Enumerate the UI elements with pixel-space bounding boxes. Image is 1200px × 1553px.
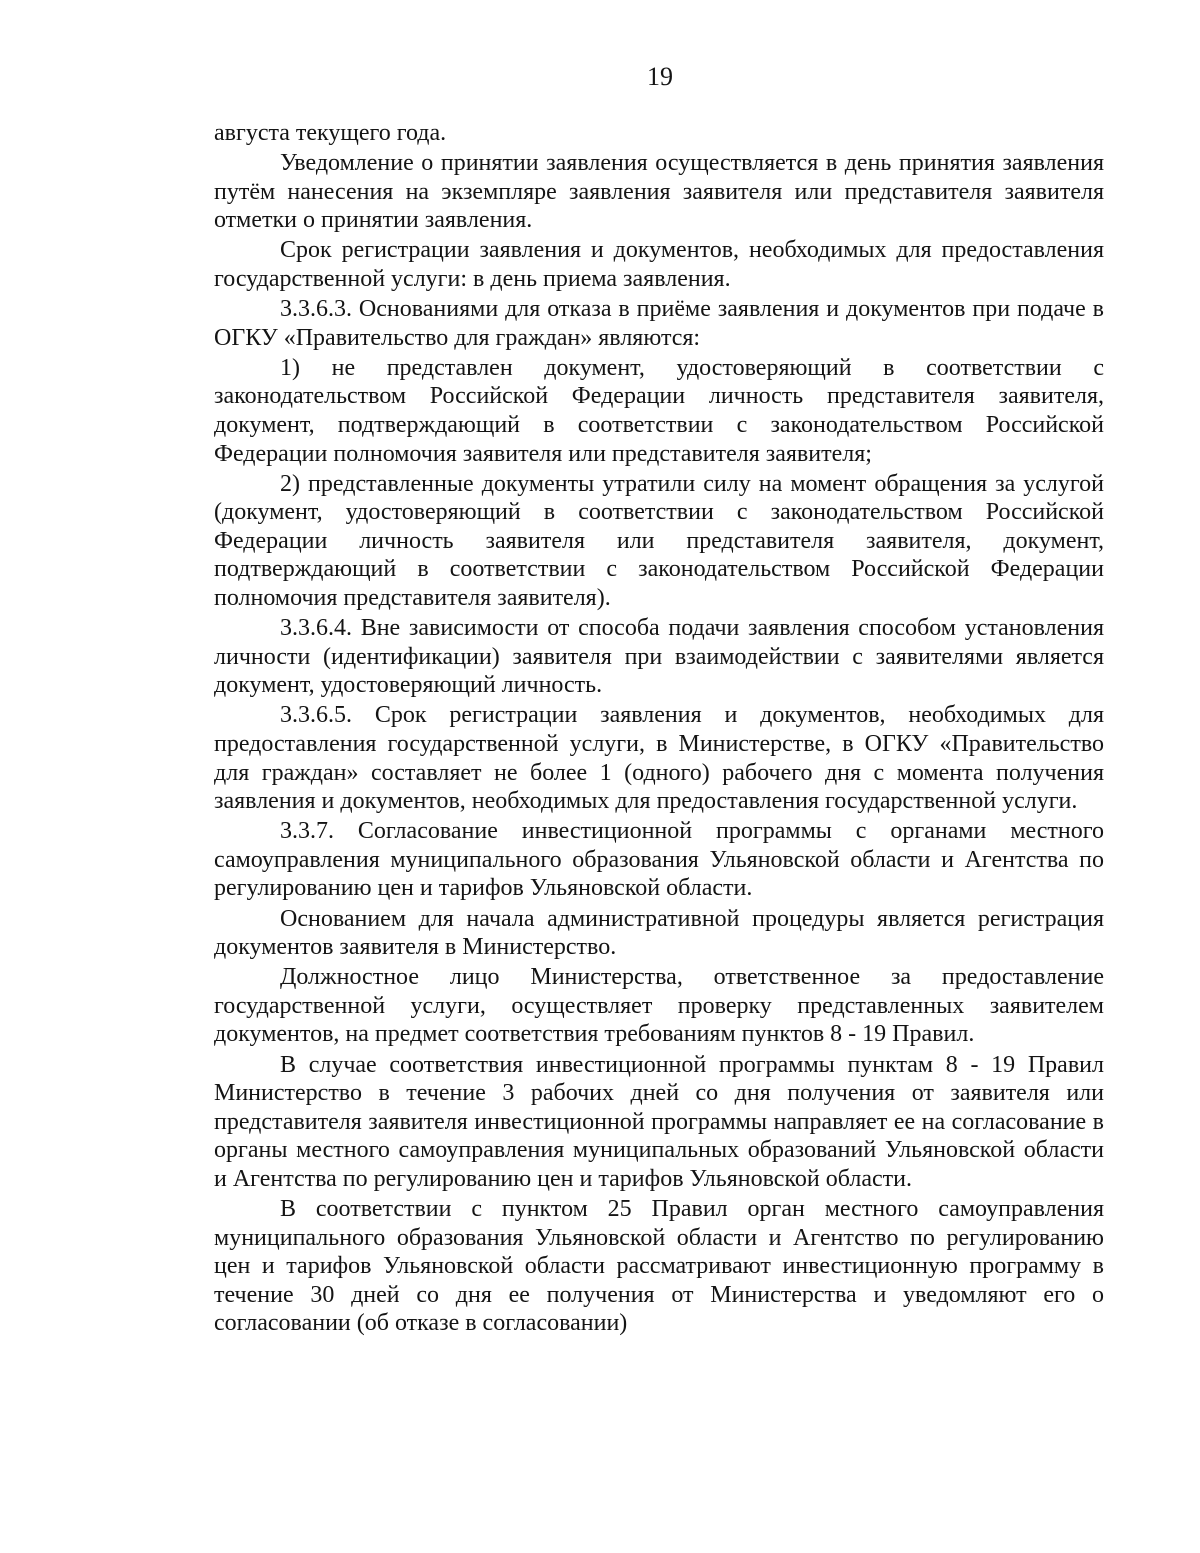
page-number: 19 xyxy=(647,62,673,91)
paragraph-3-3-6-4: 3.3.6.4. Вне зависимости от способа подачи заявления способом установления личности (идентификации) заявителя при взаимодействии с заявителями является документ, удостоверяющий личность. xyxy=(214,615,1104,699)
paragraph-compliance: В случае соответствия инвестиционной программы пунктам 8 - 19 Правил Министерство в течение 3 рабочих дней со дня получения от заявителя или представителя заявителя инвестиционной программы направляет ее на согласование в органы местного самоуправления муниципальных образований Ульяновской области и Агентства по регулированию цен и тарифов Ульяновской области. xyxy=(214,1051,1104,1192)
paragraph-continuation: августа текущего года. xyxy=(214,120,447,146)
paragraph-3-3-6-5: 3.3.6.5. Срок регистрации заявления и документов, необходимых для предоставления государственной услуги, в Министерстве, в ОГКУ «Правительство для граждан» составляет не более 1 (одного) рабочего дня с момента получения заявления и документов, необходимых для предоставления государственной услуги. xyxy=(214,702,1104,815)
paragraph-3-3-6-3: 3.3.6.3. Основаниями для отказа в приёме заявления и документов при подаче в ОГКУ «Правительство для граждан» являются: xyxy=(214,296,1104,351)
paragraph-list-item-2: 2) представленные документы утратили силу на момент обращения за услугой (документ, удостоверяющий в соответствии с законодательством Российской Федерации личность заявителя или представителя заявителя, документ, подтверждающий в соответствии с законодательством Российской Федерации полномочия представителя заявителя). xyxy=(214,470,1104,611)
paragraph-list-item-1: 1) не представлен документ, удостоверяющий в соответствии с законодательством Российской Федерации личность представителя заявителя, документ, подтверждающий в соответствии с законодательством Российской Федерации полномочия заявителя или представителя заявителя; xyxy=(214,354,1104,467)
paragraph-basis: Основанием для начала административной процедуры является регистрация документов заявителя в Министерство. xyxy=(214,905,1104,961)
paragraph-registration-term: Срок регистрации заявления и документов, необходимых для предоставления государственной услуги: в день приема заявления. xyxy=(214,237,1104,292)
paragraph-official-check: Должностное лицо Министерства, ответственное за предоставление государственной услуги, осуществляет проверку представленных заявителем документов, на предмет соответствия требованиям пунктов 8 - 19 Правил. xyxy=(214,964,1104,1048)
paragraph-3-3-7: 3.3.7. Согласование инвестиционной программы с органами местного самоуправления муниципального образования Ульяновской области и Агентства по регулированию цен и тарифов Ульяновской области. xyxy=(214,818,1104,902)
paragraph-rule-25: В соответствии с пунктом 25 Правил орган местного самоуправления муниципального образования Ульяновской области и Агентство по регулированию цен и тарифов Ульяновской области рассматривают инвестиционную программу в течение 30 дней со дня ее получения от Министерства и уведомляют его о согласовании (об отказе в согласовании) xyxy=(214,1195,1104,1337)
document-body xyxy=(214,119,1104,1339)
paragraph-notification: Уведомление о принятии заявления осуществляется в день принятия заявления путём нанесения на экземпляре заявления заявителя или представителя заявителя отметки о принятии заявления. xyxy=(214,150,1104,234)
